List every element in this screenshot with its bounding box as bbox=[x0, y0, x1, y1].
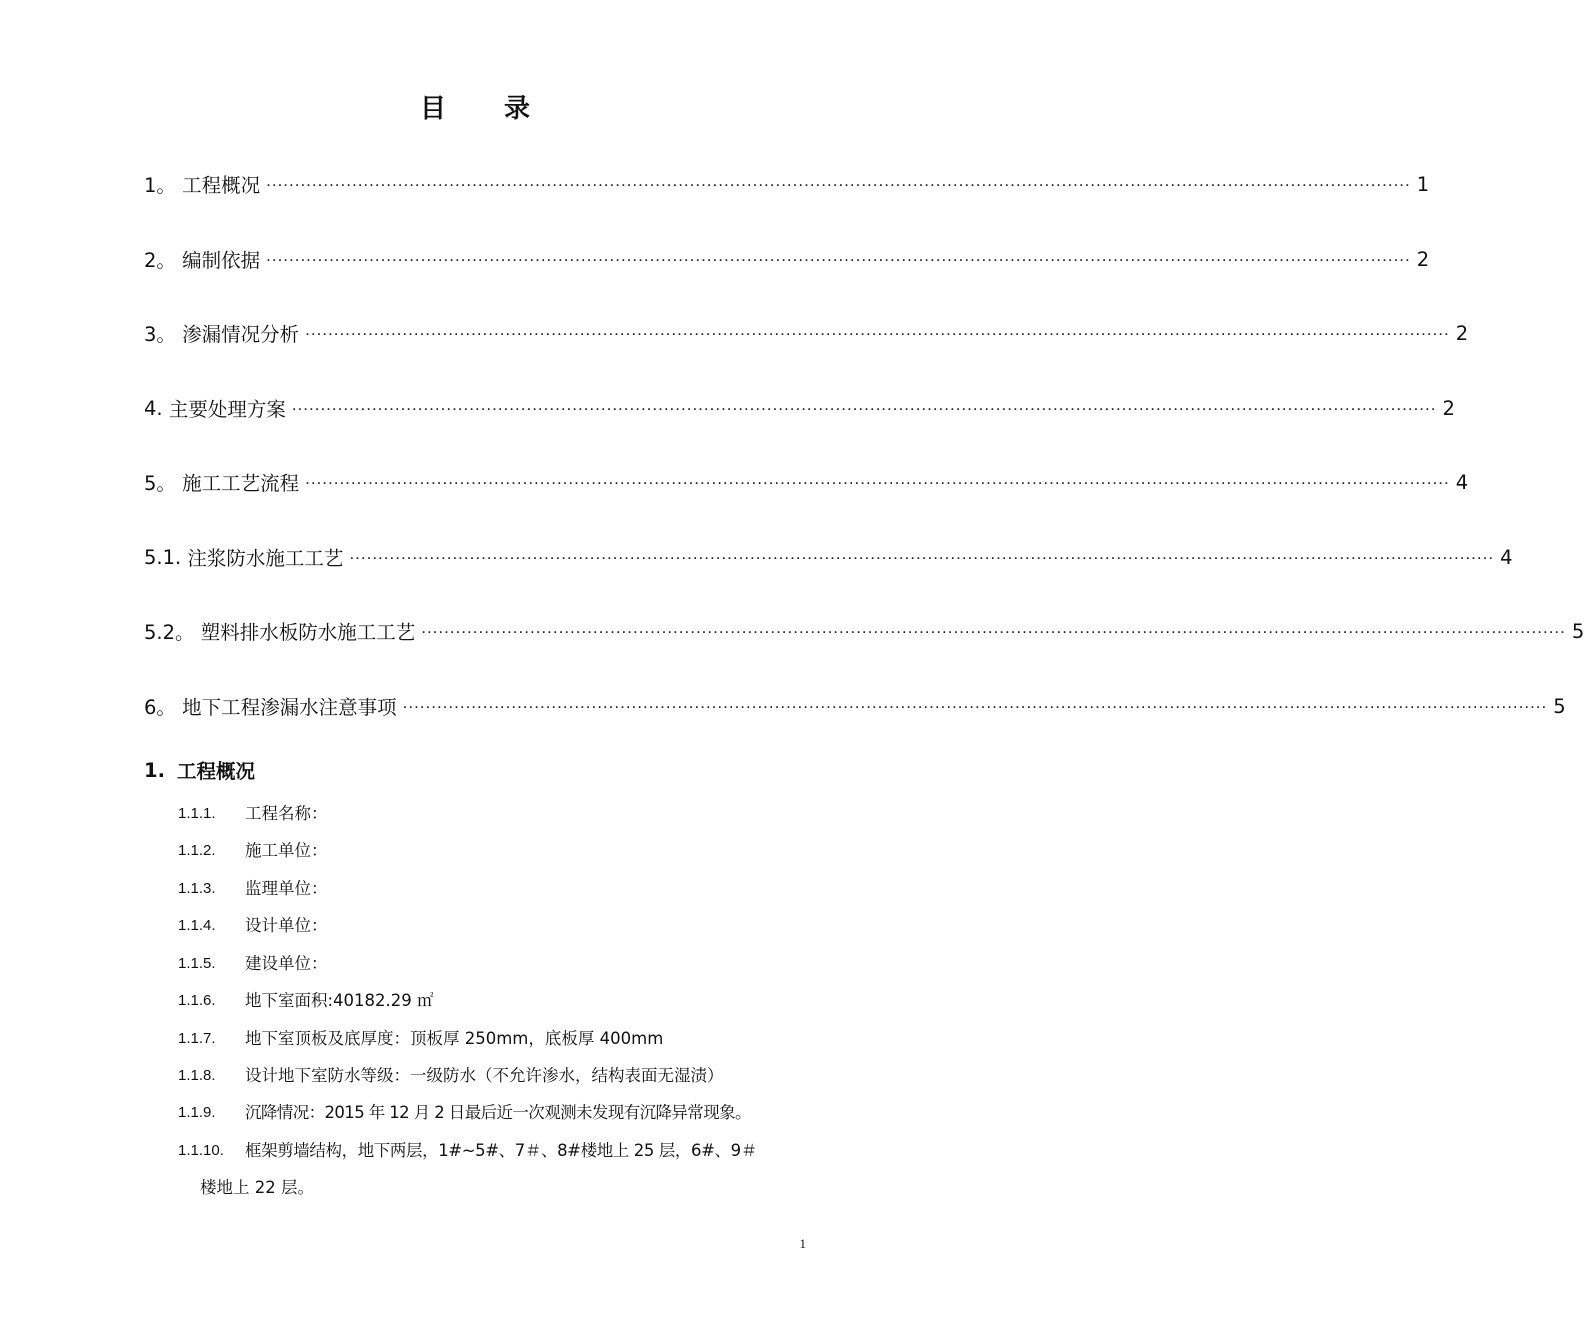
list-item bbox=[178, 1137, 808, 1165]
toc-entry[interactable] bbox=[144, 317, 1469, 349]
section-number: 1. bbox=[144, 758, 165, 782]
toc-leader-dots: ........................................................................................................................................................................................................ bbox=[305, 320, 1450, 339]
toc-entry-page: 4 bbox=[1500, 545, 1513, 569]
toc-entry-page: 5 bbox=[1553, 694, 1566, 718]
section-heading bbox=[144, 756, 255, 784]
item-number: 1.1.9. bbox=[178, 1104, 216, 1121]
list-item bbox=[178, 800, 808, 828]
item-text: 设计地下室防水等级：一级防水（不允许渗水，结构表面无湿渍） bbox=[245, 1066, 724, 1085]
toc-entry-number: 2。 bbox=[144, 249, 183, 272]
item-number: 1.1.4. bbox=[178, 917, 216, 934]
toc-entry-number: 6。 bbox=[144, 696, 183, 719]
toc-entry[interactable] bbox=[144, 615, 1584, 647]
item-text: 施工单位： bbox=[245, 841, 328, 860]
title-char-1: 目 bbox=[419, 94, 446, 124]
document-title bbox=[0, 88, 950, 125]
toc-leader-dots: ........................................................................................................................................................................................................ bbox=[266, 246, 1411, 265]
item-number: 1.1.2. bbox=[178, 842, 216, 859]
item-number: 1.1.3. bbox=[178, 880, 216, 897]
item-number: 1.1.10. bbox=[178, 1142, 224, 1159]
toc-entry-title: 渗漏情况分析 bbox=[182, 323, 300, 346]
page-number: 1 bbox=[799, 1236, 806, 1251]
item-number: 1.1.7. bbox=[178, 1030, 216, 1047]
toc-entry-page: 2 bbox=[1442, 396, 1455, 420]
list-item bbox=[178, 837, 808, 865]
toc-leader-dots: ........................................................................................................................................................................................................ bbox=[291, 395, 1437, 414]
list-item bbox=[178, 912, 808, 940]
toc-entry-number: 5.1. bbox=[144, 545, 188, 569]
item-text: 框架剪墙结构，地下两层，1#~5#、7＃、8#楼地上 25 层，6#、9＃ bbox=[245, 1141, 757, 1160]
toc-entry-title: 塑料排水板防水施工工艺 bbox=[200, 621, 416, 644]
list-item bbox=[178, 875, 808, 903]
toc-leader-dots: ........................................................................................................................................................................................................ bbox=[421, 618, 1566, 637]
toc-entry[interactable] bbox=[144, 690, 1566, 722]
item-text: 工程名称： bbox=[245, 804, 328, 823]
list-item bbox=[178, 987, 808, 1015]
toc-entry-title: 施工工艺流程 bbox=[182, 472, 300, 495]
toc-entry-number: 3。 bbox=[144, 323, 183, 346]
toc-entry[interactable] bbox=[144, 541, 1513, 573]
toc-entry[interactable] bbox=[144, 466, 1469, 498]
toc-leader-dots: ........................................................................................................................................................................................................ bbox=[349, 544, 1495, 563]
toc-leader-dots: ........................................................................................................................................................................................................ bbox=[305, 469, 1450, 488]
toc-entry-page: 2 bbox=[1455, 321, 1469, 345]
title-char-2: 录 bbox=[504, 94, 531, 124]
item-text: 地下室顶板及底厚度：顶板厚 250mm，底板厚 400mm bbox=[245, 1029, 664, 1048]
list-item-continuation: 楼地上 22 层。 bbox=[200, 1178, 314, 1197]
toc-entry-title: 注浆防水施工工艺 bbox=[187, 547, 344, 570]
item-text: 设计单位： bbox=[245, 916, 328, 935]
toc-entry-title: 地下工程渗漏水注意事项 bbox=[182, 696, 397, 719]
toc-entry-title: 主要处理方案 bbox=[168, 398, 286, 421]
item-number: 1.1.5. bbox=[178, 955, 216, 972]
toc-leader-dots: ........................................................................................................................................................................................................ bbox=[402, 693, 1548, 712]
list-item bbox=[178, 950, 808, 978]
toc-entry[interactable] bbox=[144, 392, 1455, 424]
toc-entry-number: 4. bbox=[144, 396, 169, 420]
toc-entry-page: 2 bbox=[1416, 247, 1430, 271]
list-item bbox=[178, 1099, 808, 1127]
item-number: 1.1.6. bbox=[178, 992, 216, 1009]
toc-entry-page: 5 bbox=[1571, 619, 1584, 643]
toc-entry[interactable] bbox=[144, 168, 1430, 200]
toc-entry-page: 1 bbox=[1416, 172, 1430, 196]
toc-entry-title: 工程概况 bbox=[182, 174, 261, 197]
toc-entry-title: 编制依据 bbox=[182, 249, 261, 272]
toc-leader-dots: ........................................................................................................................................................................................................ bbox=[266, 171, 1411, 190]
toc-entry-number: 1。 bbox=[144, 174, 183, 197]
item-text: 地下室面积:40182.29 ㎡ bbox=[245, 991, 434, 1010]
section-title: 工程概况 bbox=[176, 760, 255, 783]
toc-entry-page: 4 bbox=[1455, 470, 1469, 494]
toc-entry-number: 5。 bbox=[144, 472, 183, 495]
item-text: 沉降情况：2015 年 12 月 2 日最后近一次观测未发现有沉降异常现象。 bbox=[245, 1103, 751, 1122]
list-item bbox=[178, 1062, 808, 1090]
item-text: 监理单位： bbox=[245, 879, 328, 898]
item-text: 建设单位： bbox=[245, 954, 328, 973]
item-number: 1.1.1. bbox=[178, 805, 216, 822]
list-item bbox=[178, 1025, 808, 1053]
toc-entry[interactable] bbox=[144, 243, 1430, 275]
item-number: 1.1.8. bbox=[178, 1067, 216, 1084]
toc-entry-number: 5.2。 bbox=[144, 621, 201, 644]
